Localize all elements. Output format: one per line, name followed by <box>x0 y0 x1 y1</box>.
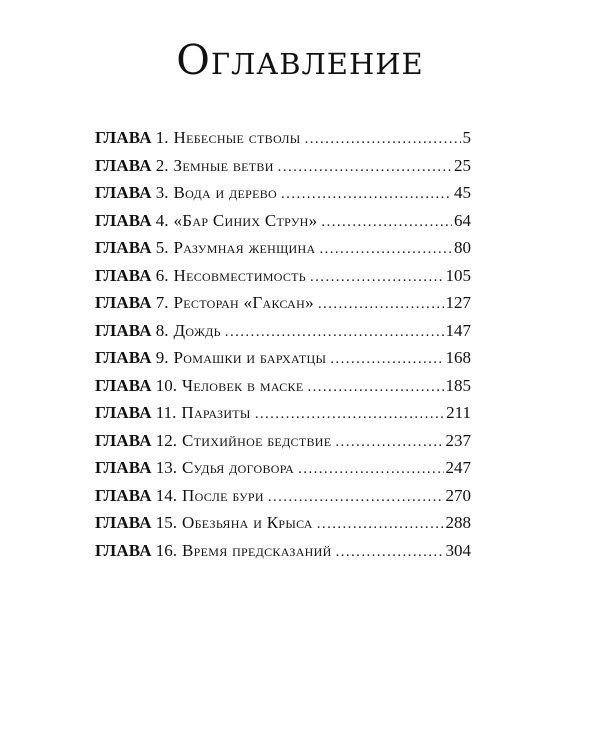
dot-leader <box>336 544 444 561</box>
chapter-number-dot: . <box>164 128 169 147</box>
toc-entry-chapter-15[interactable] <box>95 513 471 541</box>
dot-leader <box>310 269 444 286</box>
chapter-number: 15 <box>155 513 173 532</box>
chapter-title: «Бар Синих Струн» <box>173 210 318 230</box>
page-number: 5 <box>462 128 471 147</box>
chapter-title: Земные ветви <box>173 155 274 175</box>
page-number: 25 <box>454 155 471 175</box>
chapter-number: 8 <box>155 320 165 340</box>
chapter-number: 9 <box>155 348 165 367</box>
chapter-label: ГЛАВА <box>95 320 152 340</box>
chapter-number-dot: . <box>172 540 177 560</box>
chapter-title: Небесные стволы <box>173 128 301 147</box>
chapter-title: Обезьяна и Крыса <box>182 513 313 532</box>
chapter-number-dot: . <box>164 265 169 285</box>
toc-entry-chapter-4[interactable] <box>95 211 471 239</box>
dot-leader <box>321 214 452 231</box>
dot-leader <box>319 241 452 258</box>
page-number: 288 <box>445 513 471 532</box>
chapter-number-dot: . <box>172 458 177 477</box>
chapter-number: 4 <box>155 210 165 230</box>
dot-leader <box>317 516 444 533</box>
chapter-number-dot: . <box>164 320 169 340</box>
dot-leader <box>307 379 443 396</box>
chapter-title: Паразиты <box>181 403 251 422</box>
toc-entry-chapter-3[interactable] <box>95 183 471 211</box>
chapter-title: Ресторан «Гаксан» <box>173 293 314 312</box>
chapter-title: Несовместимость <box>173 265 306 285</box>
chapter-number-dot: . <box>172 375 177 395</box>
page-number: 185 <box>445 375 471 395</box>
chapter-label: ГЛАВА <box>95 375 152 395</box>
chapter-number-dot: . <box>164 238 169 257</box>
chapter-number: 6 <box>155 265 165 285</box>
table-of-contents <box>95 128 471 568</box>
page-number: 168 <box>445 348 471 367</box>
page-title: Оглавление <box>176 36 424 84</box>
dot-leader <box>318 296 444 313</box>
toc-entry-chapter-10[interactable] <box>95 376 471 404</box>
page-number: 64 <box>454 210 471 230</box>
chapter-number-dot: . <box>172 485 177 505</box>
chapter-number: 12 <box>155 430 173 450</box>
toc-entry-chapter-1[interactable] <box>95 128 471 156</box>
chapter-number: 13 <box>155 458 173 477</box>
chapter-title: Вода и дерево <box>173 183 278 202</box>
toc-entry-chapter-16[interactable] <box>95 541 471 569</box>
chapter-number: 5 <box>155 238 165 257</box>
chapter-title: Человек в маске <box>182 375 304 395</box>
page-number: 304 <box>445 540 471 560</box>
chapter-label: ГЛАВА <box>95 128 152 147</box>
page-number: 105 <box>445 265 471 285</box>
chapter-number-dot: . <box>172 430 177 450</box>
chapter-label: ГЛАВА <box>95 458 152 477</box>
page-number: 127 <box>445 293 471 312</box>
dot-leader <box>281 186 452 203</box>
chapter-label: ГЛАВА <box>95 348 152 367</box>
dot-leader <box>330 351 443 368</box>
chapter-number: 1 <box>155 128 165 147</box>
page-number: 247 <box>445 458 471 477</box>
chapter-number: 10 <box>155 375 173 395</box>
toc-entry-chapter-14[interactable] <box>95 486 471 514</box>
chapter-title: Дождь <box>173 320 221 340</box>
dot-leader <box>335 434 443 451</box>
page-number: 211 <box>446 403 471 422</box>
toc-entry-chapter-12[interactable] <box>95 431 471 459</box>
chapter-number-dot: . <box>164 293 169 312</box>
page-number: 147 <box>445 320 471 340</box>
chapter-label: ГЛАВА <box>95 210 152 230</box>
chapter-number-dot: . <box>164 155 169 175</box>
chapter-title: Судья договора <box>182 458 295 477</box>
dot-leader <box>225 324 444 341</box>
chapter-title: Стихийное бедствие <box>182 430 332 450</box>
chapter-number-dot: . <box>172 403 177 422</box>
chapter-label: ГЛАВА <box>95 513 152 532</box>
dot-leader <box>298 461 443 478</box>
chapter-label: ГЛАВА <box>95 540 152 560</box>
chapter-label: ГЛАВА <box>95 403 152 422</box>
toc-entry-chapter-7[interactable] <box>95 293 471 321</box>
page-number: 237 <box>445 430 471 450</box>
page-number: 80 <box>454 238 471 257</box>
toc-entry-chapter-6[interactable] <box>95 266 471 294</box>
chapter-number: 14 <box>155 485 173 505</box>
toc-entry-chapter-2[interactable] <box>95 156 471 184</box>
chapter-number: 2 <box>155 155 165 175</box>
toc-entry-chapter-8[interactable] <box>95 321 471 349</box>
chapter-number: 11 <box>155 403 173 422</box>
page-number: 270 <box>445 485 471 505</box>
chapter-label: ГЛАВА <box>95 430 152 450</box>
page-number: 45 <box>454 183 471 202</box>
toc-entry-chapter-9[interactable] <box>95 348 471 376</box>
dot-leader <box>268 489 444 506</box>
chapter-title: Ромашки и бархатцы <box>173 348 327 367</box>
chapter-label: ГЛАВА <box>95 238 152 257</box>
chapter-number-dot: . <box>164 183 169 202</box>
toc-entry-chapter-11[interactable] <box>95 403 471 431</box>
chapter-number-dot: . <box>164 348 169 367</box>
dot-leader <box>305 131 461 148</box>
chapter-number: 3 <box>155 183 165 202</box>
chapter-label: ГЛАВА <box>95 155 152 175</box>
dot-leader <box>278 159 452 176</box>
chapter-number-dot: . <box>164 210 169 230</box>
chapter-label: ГЛАВА <box>95 293 152 312</box>
dot-leader <box>255 406 444 423</box>
chapter-label: ГЛАВА <box>95 265 152 285</box>
toc-entry-chapter-5[interactable] <box>95 238 471 266</box>
chapter-number-dot: . <box>172 513 177 532</box>
chapter-label: ГЛАВА <box>95 183 152 202</box>
chapter-number: 16 <box>155 540 173 560</box>
chapter-title: Время предсказаний <box>182 540 332 560</box>
chapter-title: Разумная женщина <box>173 238 316 257</box>
chapter-number: 7 <box>155 293 165 312</box>
toc-entry-chapter-13[interactable] <box>95 458 471 486</box>
chapter-label: ГЛАВА <box>95 485 152 505</box>
chapter-title: После бури <box>182 485 264 505</box>
